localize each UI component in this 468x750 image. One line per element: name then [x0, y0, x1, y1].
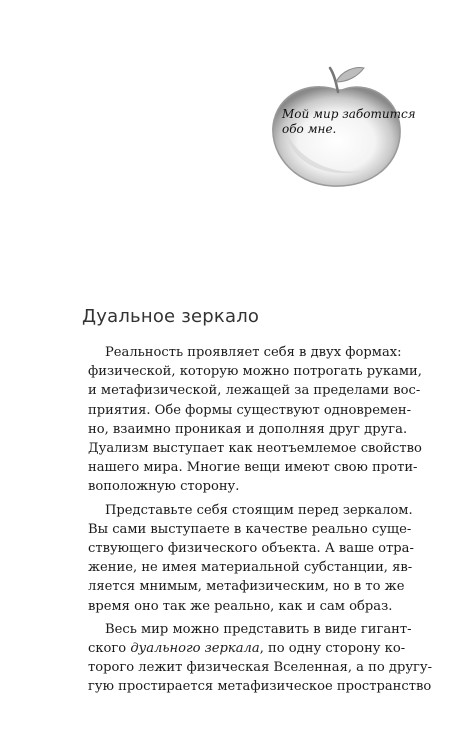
text-line: приятия. Обе формы существуют одновремен-: [88, 402, 412, 418]
paragraph: [88, 620, 433, 697]
text-line: время оно так же реально, как и сам образ.: [88, 598, 393, 614]
text-line: Представьте себя стоящим перед зеркалом.: [105, 502, 413, 518]
text-line: нашего мира. Многие вещи имеют свою проти-: [88, 460, 418, 476]
epigraph-line: Мой мир заботится: [282, 107, 416, 121]
text-line: Весь мир можно представить в виде гигант-: [105, 621, 412, 637]
epigraph-text: [282, 107, 422, 137]
paragraph: [88, 501, 414, 616]
text-line: физической, которую можно потрогать руками,: [88, 364, 422, 380]
epigraph-line: обо мне.: [282, 122, 337, 136]
epigraph-block: [262, 62, 416, 192]
chapter-title: Дуальное зеркало: [82, 306, 260, 327]
text-line: жение, не имея материальной субстанции, яв-: [88, 560, 413, 576]
paragraph: [88, 343, 422, 497]
text-line: Дуализм выступает как неотъемлемое свойство: [88, 441, 422, 457]
text-line: воположную сторону.: [88, 479, 240, 495]
text-line: ляется мнимым, метафизическим, но в то же: [88, 579, 405, 595]
text-line: Вы сами выступаете в качестве реально суще-: [88, 521, 412, 537]
text-line: торого лежит физическая Вселенная, а по другу-: [88, 660, 433, 676]
emphasized-term: дуального зеркала: [130, 641, 260, 657]
text-line: но, взаимно проникая и дополняя друг друга.: [88, 421, 408, 437]
body-text: [88, 343, 433, 697]
text-line: ствующего физического объекта. А ваше отра-: [88, 541, 414, 557]
text-line: и метафизической, лежащей за пределами вос-: [88, 383, 421, 399]
text-line: [88, 639, 406, 658]
text-line: гую простирается метафизическое пространство: [88, 679, 432, 695]
text-fragment: , по одну сторону ко-: [259, 641, 406, 657]
text-line: Реальность проявляет себя в двух формах:: [105, 345, 402, 360]
text-fragment: ского: [88, 641, 131, 657]
